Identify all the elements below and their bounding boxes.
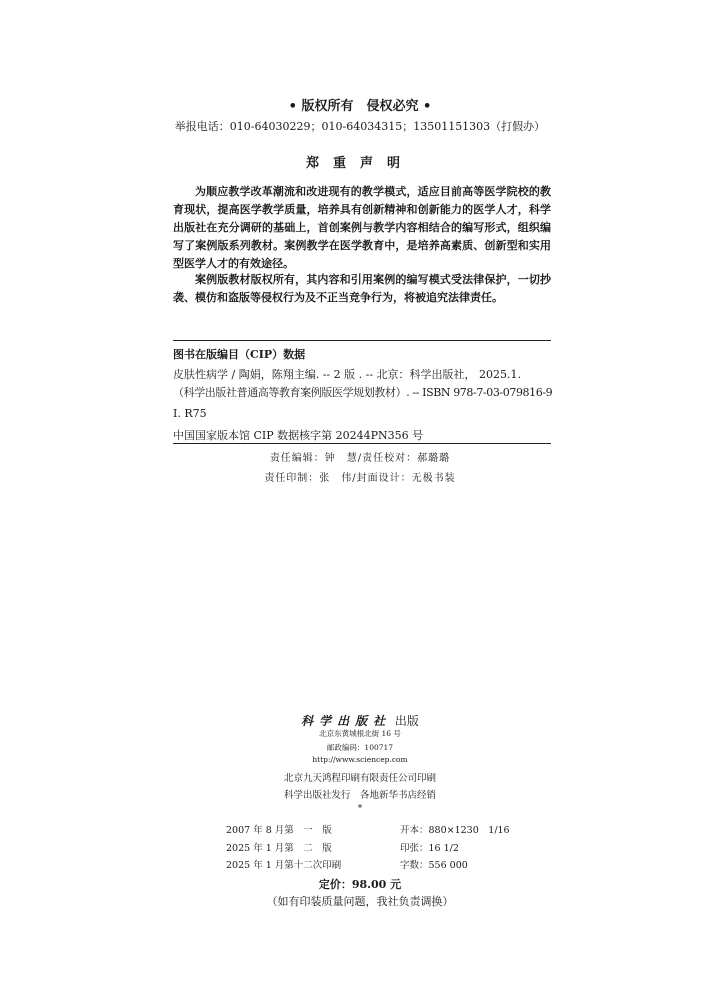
statement-title: 郑重声明	[305, 156, 414, 171]
edition-first: 2007 年 8 月第 一 版	[226, 825, 332, 836]
price: 定价：98.00 元	[318, 878, 402, 891]
cip-line-1: 皮肤性病学 / 陶娟，陈翔主编. -- 2 版 . -- 北京：科学出版社， 2025.1.	[173, 368, 522, 381]
statement-paragraph-2: 案例版教材版权所有，其内容和引用案例的编写模式受法律保护，一切抄袭、模仿和盗版等侵权行为及不正当竞争行为，将被追究法律责任。	[173, 273, 551, 304]
printer: 北京九天鸿程印刷有限责任公司印刷	[283, 773, 436, 784]
publisher-url: http://www.sciencep.com	[312, 755, 408, 764]
cip-bottom-rule	[173, 443, 551, 444]
distribution: 科学出版社发行 各地新华书店经销	[283, 790, 436, 801]
word-count: 字数：556 000	[400, 860, 468, 871]
separator-star: *	[357, 804, 363, 814]
responsible-editors: 责任编辑：钟 慧/责任校对：郝璐璐	[269, 453, 451, 464]
cip-top-rule	[173, 340, 551, 341]
edition-row-2	[226, 840, 459, 854]
cip-line-2: （科学出版社普通高等教育案例版医学规划教材）. -- ISBN 978-7-03-079816-9	[173, 386, 553, 399]
sheets: 印张：16 1/2	[400, 843, 459, 854]
edition-second: 2025 年 1 月第 二 版	[226, 843, 332, 854]
quality-notice: （如有印装质量问题，我社负责调换）	[266, 895, 454, 908]
report-hotline: 举报电话：010-64030229；010-64034315；13501151303（打假办）	[174, 120, 546, 133]
printing-count: 2025 年 1 月第十二次印刷	[226, 860, 342, 871]
edition-row-1	[226, 822, 510, 836]
publisher-postal-code: 邮政编码：100717	[326, 743, 394, 752]
edition-row-3	[226, 857, 468, 871]
format: 开本：880×1230 1/16	[400, 825, 510, 836]
copyright-title: • 版权所有 侵权必究 •	[288, 99, 432, 114]
cip-line-3: Ⅰ. R75	[173, 407, 207, 420]
cip-heading: 图书在版编目（CIP）数据	[173, 348, 306, 361]
responsible-printing: 责任印制：张 伟/封面设计：无极书装	[264, 473, 456, 484]
publisher-suffix: 出版	[394, 714, 419, 728]
cip-line-4: 中国国家版本馆 CIP 数据核字第 20244PN356 号	[173, 429, 424, 442]
publisher-name: 科学出版社	[301, 714, 392, 728]
publisher-line	[0, 712, 720, 729]
statement-paragraph-1: 为顺应教学改革潮流和改进现有的教学模式，适应目前高等医学院校的教育现状，提高医学教学质量，培养具有创新精神和创新能力的医学人才，科学出版社在充分调研的基础上，首创案例与教学内容相结合的编写形式，组织编写了案例版系列教材。案例教学在医学教育中，是培养高素质、创新型和实用型医学人才的有效途径。	[173, 185, 551, 270]
publisher-address: 北京东黄城根北街 16 号	[319, 729, 401, 738]
